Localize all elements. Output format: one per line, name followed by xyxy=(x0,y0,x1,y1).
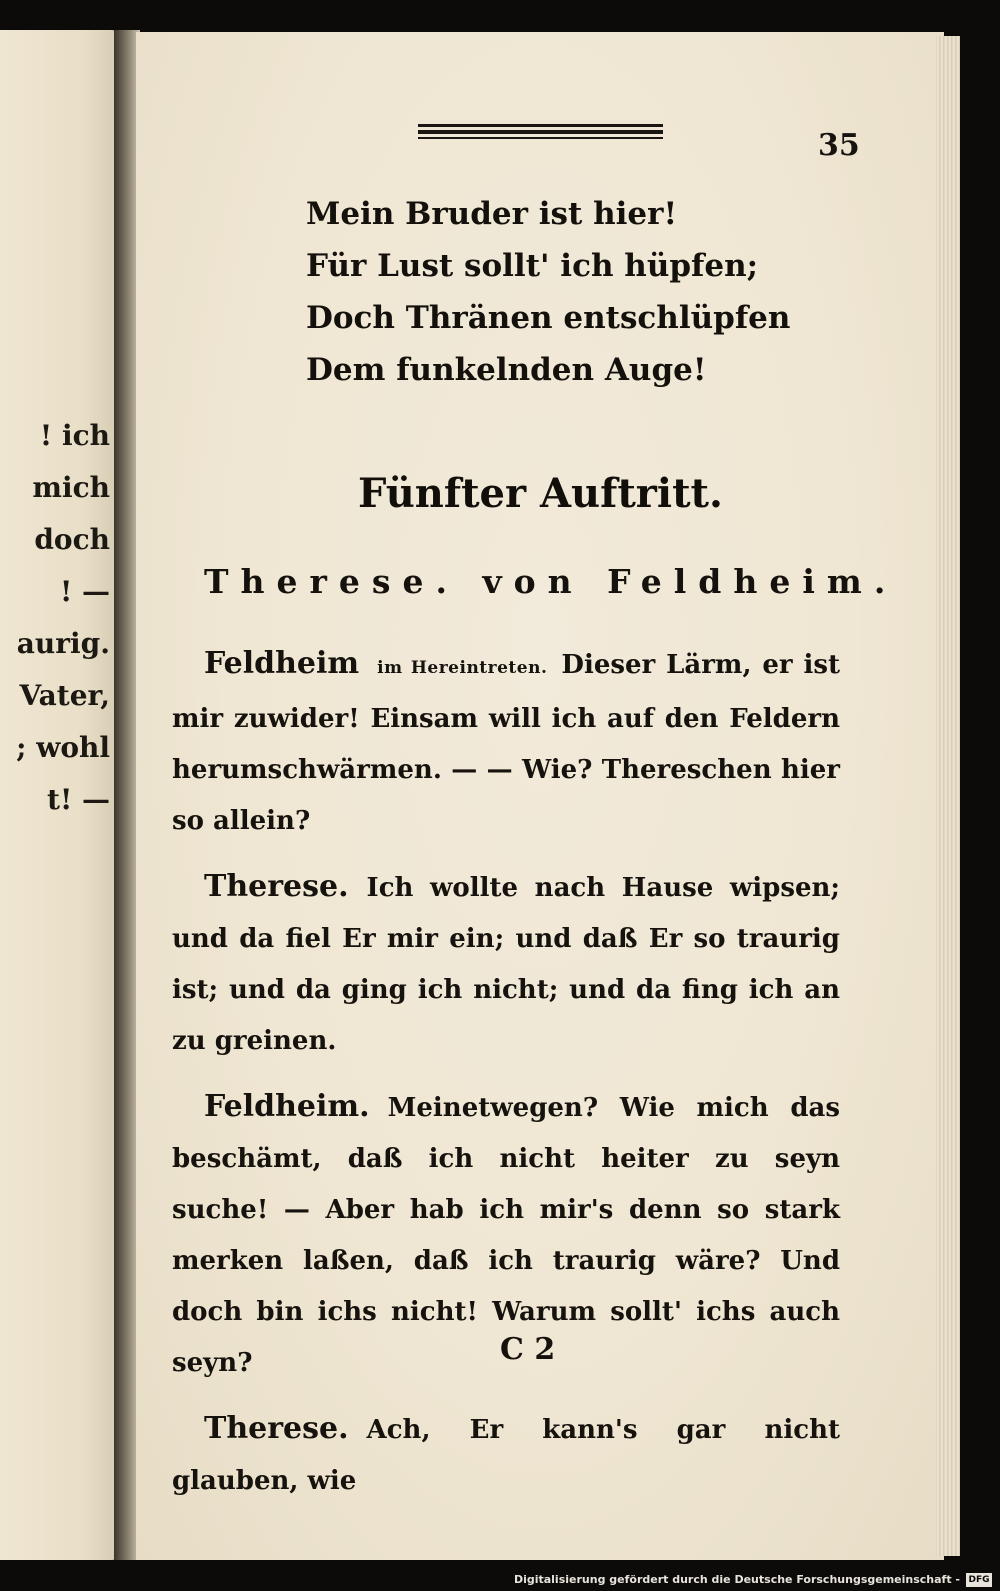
speech-text: Dieser Lärm, er ist mir zuwider! Einsam will ich auf den Feldern herumschwärmen. — — Wie? Thereschen hier so allein? xyxy=(172,650,841,836)
speech-text: Ach, Er kann's gar nicht glauben, wie xyxy=(172,1415,840,1496)
left-page-line: mich xyxy=(32,471,110,504)
poem-line: Für Lust sollt' ich hüpfen; xyxy=(306,248,759,284)
speech xyxy=(172,1403,840,1507)
speech xyxy=(172,861,840,1067)
poem-line: Mein Bruder ist hier! xyxy=(306,196,678,232)
stage-direction: im Hereintreten. xyxy=(377,658,548,678)
left-page-line: ; wohl xyxy=(16,731,110,764)
dialogue xyxy=(172,638,840,1521)
speaker-name: Therese. xyxy=(204,1411,349,1446)
poem-line: Dem funkelnden Auge! xyxy=(306,352,707,388)
dfg-logo: DFG xyxy=(966,1573,992,1587)
speech xyxy=(172,638,840,847)
left-page-line: ! ich xyxy=(39,419,110,452)
speaker-name: Feldheim xyxy=(204,646,360,681)
signature-mark: C 2 xyxy=(500,1332,556,1367)
funding-credit: Digitalisierung gefördert durch die Deutsche Forschungsgemeinschaft - xyxy=(513,1573,960,1586)
page-edges xyxy=(936,36,960,1556)
left-page-line: doch xyxy=(34,523,110,556)
scene-heading: Fünfter Auftritt. xyxy=(358,470,723,517)
character-list: Therese. von Feldheim. xyxy=(204,562,898,601)
speaker-name: Therese. xyxy=(204,869,349,904)
left-page-line: aurig. xyxy=(16,627,110,660)
speaker-name: Feldheim. xyxy=(204,1089,370,1124)
poem-line: Doch Thränen entschlüpfen xyxy=(306,300,791,336)
speech-text: Meinetwegen? Wie mich das beschämt, daß ich nicht heiter zu seyn suche! — Aber hab ich mir's denn so stark merken laßen, daß ich traurig wäre? Und doch bin ichs nicht! Warum sollt' ichs auch seyn? xyxy=(172,1093,840,1378)
speech-text: Ich wollte nach Hause wipsen; und da fiel Er mir ein; und daß Er so traurig ist; und da ging ich nicht; und da fing ich an zu greinen. xyxy=(172,873,840,1056)
poem xyxy=(306,188,790,396)
left-page-line: ! — xyxy=(59,575,110,608)
page-number: 35 xyxy=(818,128,860,163)
footer-bar xyxy=(0,1567,1000,1591)
header-rule xyxy=(418,124,663,140)
left-page-line: t! — xyxy=(47,783,110,816)
left-page-line: Vater, xyxy=(19,679,110,712)
left-facing-page xyxy=(0,30,118,1560)
